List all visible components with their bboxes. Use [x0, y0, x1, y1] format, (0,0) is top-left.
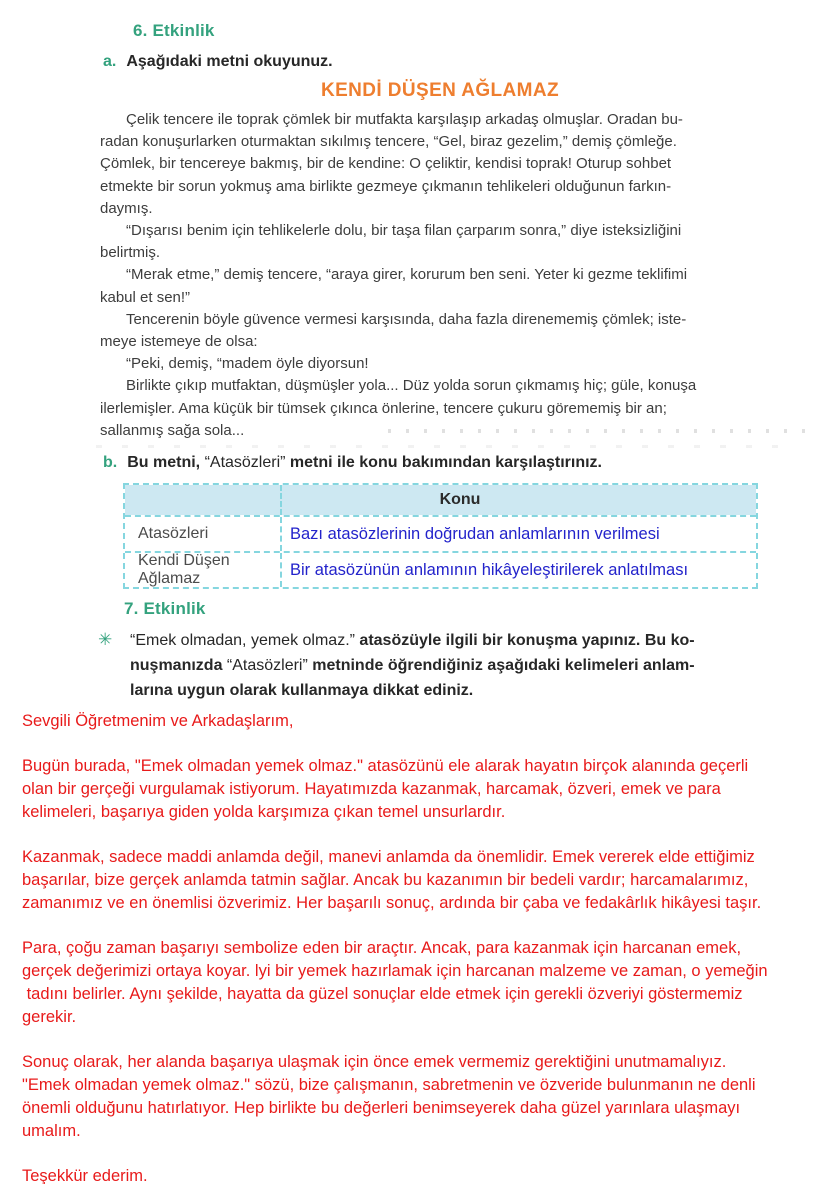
instruction-b-quoted: “Atasözleri”	[204, 454, 286, 471]
activity-7-heading: 7. Etkinlik	[124, 599, 206, 618]
story-paragraph: “Merak etme,” demiş tencere, “araya girer, korurum ben seni. Yeter ki gezme teklifimi kabul et sen!”	[100, 266, 688, 306]
instruction-b-text-bold: Bu metni,	[127, 454, 205, 471]
table-row	[125, 515, 756, 551]
letter-paragraph: Sonuç olarak, her alanda başarıya ulaşmak için önce emek vermemiz gerektiğini unutmamalıyız. "Emek olmadan yemek olmaz." sözü, bize çalışmanın, sabretmenin ve özveride bulunmanın ne denli önemli olduğunu hatırlatıyor. Hep birlikte bu değerleri benimseyerek daha güzel yarınlara ulaşmayı umalım.	[22, 1053, 756, 1140]
letter-paragraph: Teşekkür ederim.	[22, 1167, 148, 1184]
instruction-b	[103, 454, 602, 472]
story-paragraph: Çelik tencere ile toprak çömlek bir mutfakta karşılaşıp arkadaş olmuşlar. Oradan bu- radan konuşurlarken oturmaktan sıkılmış tencere, “Gel, biraz gezelim,” demiş çömleğe. Çömlek, bir tencereye bakmış, bir de kendine: O çeliktir, kendisi toprak! Oturup sohbet etmekte bir sorun yokmuş ama birlikte gezmeye çıkmanın tehlikeleri olduğunun farkın- daymış.	[100, 111, 683, 217]
story-text	[100, 109, 795, 442]
table-header-konu-cell	[282, 485, 756, 515]
letter-paragraph: Kazanmak, sadece maddi anlamda değil, manevi anlamda da önemlidir. Emek vererek elde ettiğimiz başarılar, bize gerçek anlamda tatmin sağlar. Ancak bu kazanımın bir bedeli vardır; harcamalarımız, zamanımız ve en önemlisi özverimiz. Her başarılı sonuç, ardında bir çaba ve fedakârlık hikâyesi taşır.	[22, 848, 762, 912]
table-header-empty-cell	[125, 485, 282, 515]
story-paragraph: “Dışarısı benim için tehlikelerle dolu, bir taşa filan çarparım sonra,” diye isteksizliğini belirtmiş.	[100, 222, 682, 262]
instruction-b-text-bold: metni ile konu bakımından karşılaştırınız.	[285, 454, 602, 471]
table-row	[125, 551, 756, 587]
table-row-label-cell	[125, 553, 282, 587]
table-header-row	[125, 485, 756, 515]
story-paragraph: Tencerenin böyle güvence vermesi karşısında, daha fazla direnememiş çömlek; iste- meye istemeye de olsa:	[100, 310, 687, 351]
star-bullet-icon: ✳	[98, 630, 113, 650]
instruction-a-text: Aşağıdaki metni okuyunuz.	[126, 53, 333, 70]
letter-paragraph: Sevgili Öğretmenim ve Arkadaşlarım,	[22, 712, 294, 730]
student-answer-letter	[22, 710, 828, 1184]
table-row-answer-cell	[282, 553, 756, 587]
erased-text-artifact	[388, 429, 820, 433]
erased-text-artifact	[96, 445, 796, 448]
row-label: Kendi Düşen Ağlamaz	[138, 552, 230, 587]
letter-paragraph: Bugün burada, "Emek olmadan yemek olmaz." atasözünü ele alarak hayatın birçok alanında geçerli olan bir gerçeği vurgulamak istiyorum. Hayatımızda kazanmak, harcamak, özveri, emek ve para kelimeleri, başarıya giden yolda karşımıza çıkan temel unsurlardır.	[22, 757, 749, 821]
comparison-table	[123, 483, 758, 589]
table-row-answer-cell	[282, 517, 756, 551]
table-header-label: Konu	[439, 491, 481, 508]
instruction-a-marker: a.	[103, 53, 117, 70]
row-label: Atasözleri	[138, 525, 209, 542]
story-paragraph: “Peki, demiş, “madem öyle diyorsun!	[126, 355, 369, 373]
table-row-label-cell	[125, 517, 282, 551]
proverb-quote: “Emek olmadan, yemek olmaz.”	[130, 632, 355, 649]
instruction-b-marker: b.	[103, 454, 118, 471]
instruction-a	[103, 53, 333, 71]
story-paragraph: Birlikte çıkıp mutfaktan, düşmüşler yola... Düz yolda sorun çıkmamış hiç; güle, konuşa ilerlemişler. Ama küçük bir tümsek çıkınca önlerine, tencere çukuru görememiş bir an; sallanmış sağa sola...	[100, 377, 697, 439]
atasozleri-quote: “Atasözleri”	[226, 657, 308, 674]
letter-paragraph: Para, çoğu zaman başarıyı sembolize eden bir araçtır. Ancak, para kazanmak için harcanan emek, gerçek değerimizi ortaya koyar. lyi bir yemek hazırlamak için harcanan malzeme ve zaman, o yemeğin tadını belirler. Aynı şekilde, hayatta da güzel sonuçlar elde etmek için gerekli özveriyi göstermemiz gerekir.	[22, 939, 768, 1026]
speech-instruction-bold: atasözüyle ilgili bir konuşma yapınız. Bu ko- nuşmanızda	[130, 632, 695, 674]
activity-6-heading: 6. Etkinlik	[133, 21, 215, 40]
row-answer: Bazı atasözlerinin doğrudan anlamlarının verilmesi	[290, 524, 660, 543]
speech-instruction	[130, 628, 778, 703]
row-answer: Bir atasözünün anlamının hikâyeleştirilerek anlatılması	[290, 560, 689, 579]
speech-instruction-bold: metninde öğrendiğiniz aşağıdaki kelimeleri anlam- larına uygun olarak kullanmaya dikkat ediniz.	[130, 657, 695, 699]
story-title: KENDİ DÜŞEN AĞLAMAZ	[320, 80, 560, 101]
